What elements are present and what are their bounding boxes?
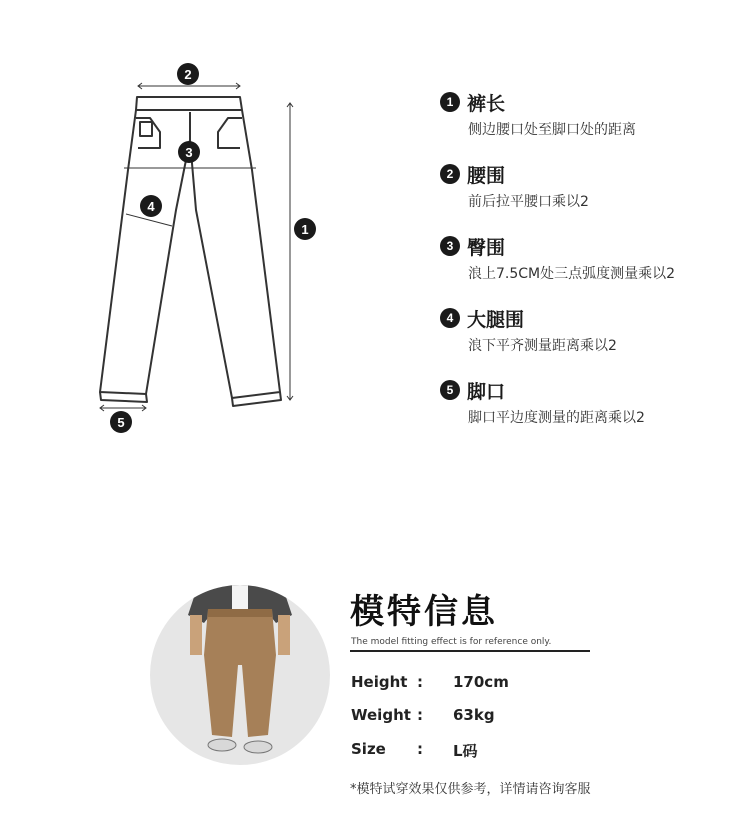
spec-label: Height [351, 673, 408, 691]
pants-measurement-diagram [0, 0, 420, 440]
legend-item-leg-opening [440, 376, 740, 448]
spec-colon: : [417, 740, 423, 758]
pants-outline-drawing [0, 0, 420, 440]
model-figure-illustration [150, 585, 330, 765]
legend-title: 裤长 [467, 92, 506, 115]
number-badge: 1 [440, 92, 460, 112]
marker-length-badge: 1 [294, 218, 316, 240]
marker-hip-badge: 3 [178, 141, 200, 163]
spec-colon: : [417, 673, 423, 691]
model-info-subtitle: The model fitting effect is for reference only. [351, 637, 552, 647]
marker-leg-opening-badge: 5 [110, 411, 132, 433]
spec-label: Weight [351, 706, 411, 724]
legend-item-thigh [440, 304, 740, 376]
legend-item-hip [440, 232, 740, 304]
legend-description: 脚口平边度测量的距离乘以2 [468, 410, 645, 426]
spec-value: L码 [453, 742, 478, 760]
spec-value: 170cm [453, 673, 509, 691]
legend-description: 浪上7.5CM处三点弧度测量乘以2 [468, 266, 676, 282]
divider [350, 650, 590, 652]
legend-title: 脚口 [467, 380, 506, 403]
number-badge: 4 [440, 308, 460, 328]
marker-waist-badge: 2 [177, 63, 199, 85]
number-badge: 3 [440, 236, 460, 256]
number-badge: 2 [440, 164, 460, 184]
spec-label: Size [351, 740, 386, 758]
disclaimer-footnote: *模特试穿效果仅供参考，详情请咨询客服 [350, 782, 591, 797]
model-photo [150, 585, 330, 765]
measurement-legend [440, 88, 740, 448]
legend-title: 腰围 [467, 164, 506, 187]
spec-colon: : [417, 706, 423, 724]
legend-description: 侧边腰口处至脚口处的距离 [468, 122, 636, 138]
spec-value: 63kg [453, 706, 495, 724]
legend-title: 大腿围 [467, 308, 525, 331]
marker-thigh-badge: 4 [140, 195, 162, 217]
legend-item-length [440, 88, 740, 160]
legend-description: 浪下平齐测量距离乘以2 [468, 338, 617, 354]
legend-item-waist [440, 160, 740, 232]
model-info-title: 模特信息 [350, 592, 498, 632]
legend-description: 前后拉平腰口乘以2 [468, 194, 589, 210]
legend-title: 臀围 [467, 236, 506, 259]
number-badge: 5 [440, 380, 460, 400]
